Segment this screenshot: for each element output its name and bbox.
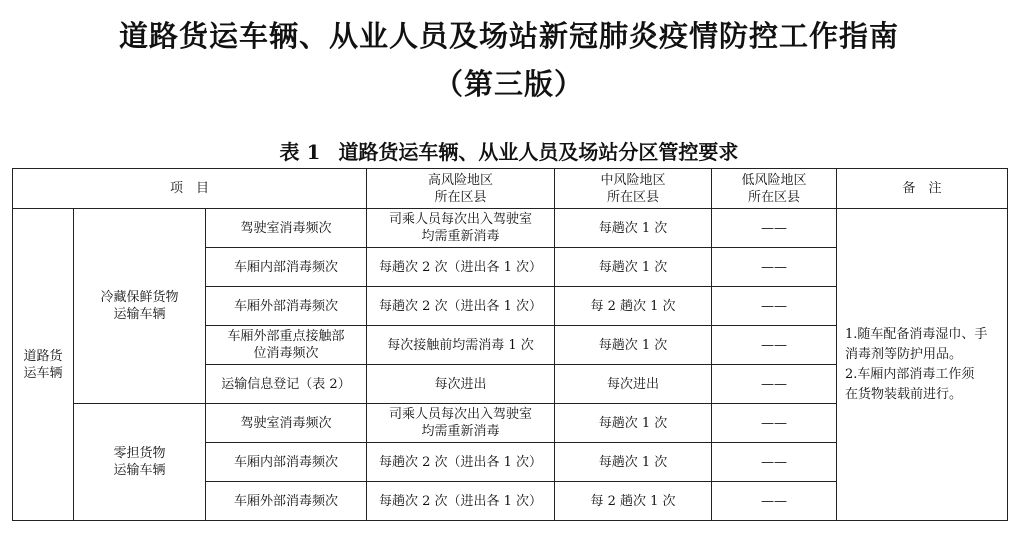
- item-cell: [206, 248, 367, 287]
- remark-line: 1.随车配备消毒湿巾、手: [845, 326, 988, 342]
- low-risk-cell: ——: [712, 482, 837, 521]
- item-cell: [206, 365, 367, 404]
- high-risk-cell: [367, 404, 555, 443]
- item-line: 驾驶室消毒频次: [240, 415, 332, 431]
- mid-risk-cell: 每趟次 1 次: [555, 404, 712, 443]
- high-risk-cell: [367, 482, 555, 521]
- header-mid-line: 所在区县: [607, 189, 660, 205]
- high-risk-line: 每趟次 2 次（进出各 1 次）: [378, 259, 543, 275]
- high-risk-cell: [367, 287, 555, 326]
- header-high-line: 高风险地区: [428, 172, 494, 188]
- item-line: 车厢内部消毒频次: [234, 454, 339, 470]
- remark-line: 2.车厢内部消毒工作须: [845, 366, 975, 382]
- table-caption: [0, 136, 1018, 165]
- mid-risk-cell: 每次进出: [555, 365, 712, 404]
- high-risk-line: 均需重新消毒: [421, 229, 500, 244]
- document-edition: （第三版）: [433, 67, 584, 101]
- high-risk-cell: [367, 326, 555, 365]
- header-remark: 备 注: [837, 169, 1008, 209]
- high-risk-line: 每趟次 2 次（进出各 1 次）: [378, 493, 543, 509]
- remark-line: 在货物装载前进行。: [845, 386, 963, 402]
- remark-cell: [837, 209, 1008, 521]
- header-mid-line: 中风险地区: [600, 172, 666, 188]
- category-line: 道路货: [23, 348, 63, 364]
- high-risk-line: 每次进出: [434, 376, 487, 392]
- header-high-line: 所在区县: [434, 189, 487, 205]
- low-risk-cell: ——: [712, 404, 837, 443]
- mid-risk-cell: 每趟次 1 次: [555, 443, 712, 482]
- header-mid-risk: [555, 169, 712, 209]
- group-name-cell: [74, 404, 206, 521]
- item-line: 车厢外部重点接触部: [227, 329, 345, 344]
- group-name-line: 运输车辆: [113, 463, 166, 478]
- table-header-row: [13, 169, 1008, 209]
- category-line: 运车辆: [23, 365, 63, 381]
- high-risk-line: 司乘人员每次出入驾驶室: [389, 407, 533, 422]
- item-cell: [206, 443, 367, 482]
- high-risk-cell: [367, 443, 555, 482]
- item-cell: [206, 482, 367, 521]
- high-risk-line: 司乘人员每次出入驾驶室: [389, 212, 533, 227]
- group-name-line: 零担货物: [113, 446, 166, 461]
- mid-risk-cell: 每趟次 1 次: [555, 326, 712, 365]
- low-risk-cell: ——: [712, 443, 837, 482]
- table-row: [13, 209, 1008, 248]
- document-title: 道路货运车辆、从业人员及场站新冠肺炎疫情防控工作指南: [118, 19, 899, 53]
- high-risk-cell: [367, 365, 555, 404]
- high-risk-line: 每次接触前均需消毒 1 次: [387, 337, 534, 353]
- high-risk-line: 每趟次 2 次（进出各 1 次）: [378, 298, 543, 314]
- group-name-cell: [74, 209, 206, 404]
- high-risk-cell: [367, 248, 555, 287]
- header-item: 项 目: [13, 169, 367, 209]
- header-high-risk: [367, 169, 555, 209]
- low-risk-cell: ——: [712, 287, 837, 326]
- mid-risk-cell: 每 2 趟次 1 次: [555, 482, 712, 521]
- item-line: 车厢外部消毒频次: [234, 298, 339, 314]
- item-cell: [206, 326, 367, 365]
- high-risk-line: 每趟次 2 次（进出各 1 次）: [378, 454, 543, 470]
- low-risk-cell: ——: [712, 209, 837, 248]
- item-cell: [206, 287, 367, 326]
- high-risk-line: 均需重新消毒: [421, 424, 500, 439]
- remark-line: 消毒剂等防护用品。: [845, 346, 963, 362]
- item-cell: [206, 209, 367, 248]
- item-line: 位消毒频次: [253, 346, 319, 361]
- mid-risk-cell: 每趟次 1 次: [555, 209, 712, 248]
- mid-risk-cell: 每 2 趟次 1 次: [555, 287, 712, 326]
- table-caption-text: 道路货运车辆、从业人员及场站分区管控要求: [338, 140, 739, 164]
- header-low-line: 低风险地区: [741, 172, 807, 188]
- low-risk-cell: ——: [712, 365, 837, 404]
- header-low-risk: [712, 169, 837, 209]
- item-line: 车厢外部消毒频次: [234, 493, 339, 509]
- group-name-line: 冷藏保鲜货物: [100, 290, 179, 305]
- table-caption-number: 表 1: [279, 140, 321, 164]
- high-risk-cell: [367, 209, 555, 248]
- category-cell: [13, 209, 74, 521]
- item-line: 驾驶室消毒频次: [240, 220, 332, 236]
- item-cell: [206, 404, 367, 443]
- control-requirements-table: [12, 168, 1008, 521]
- item-line: 车厢内部消毒频次: [234, 259, 339, 275]
- group-name-line: 运输车辆: [113, 307, 166, 322]
- low-risk-cell: ——: [712, 248, 837, 287]
- low-risk-cell: ——: [712, 326, 837, 365]
- mid-risk-cell: 每趟次 1 次: [555, 248, 712, 287]
- item-line: 运输信息登记（表 2）: [221, 376, 351, 392]
- header-low-line: 所在区县: [748, 189, 801, 205]
